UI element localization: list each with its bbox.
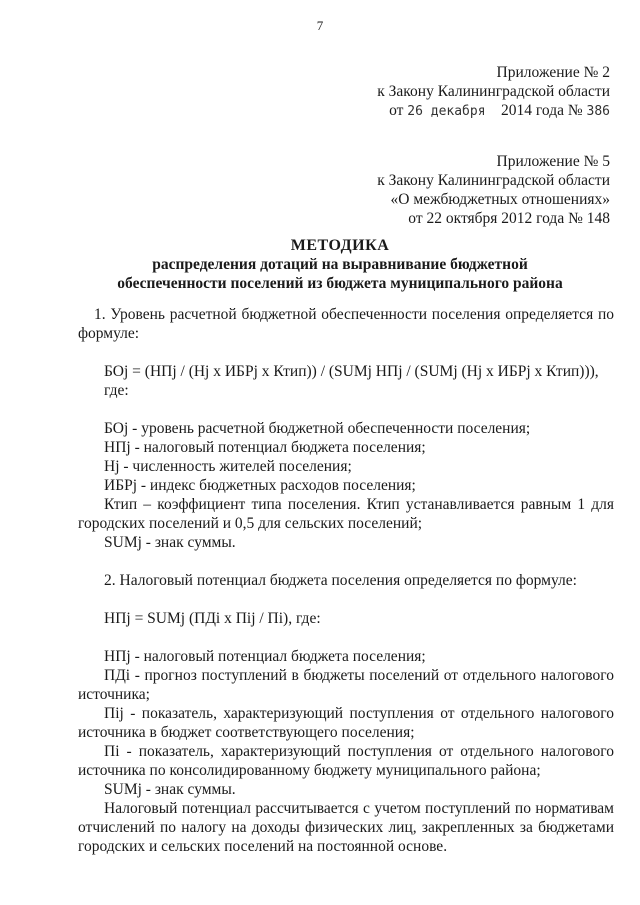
appendix-2-date [377, 101, 610, 121]
page-number: 7 [316, 18, 324, 33]
appendix-5-title: Приложение № 5 [496, 153, 610, 170]
definition-bo: БОj - уровень расчетной бюджетной обеспеченности поселения; [104, 420, 531, 437]
definition-sum-2: SUMj - знак суммы. [104, 781, 236, 798]
appendix-5-law-name: «О межбюджетных отношениях» [390, 191, 610, 208]
section-2-formula: НПj = SUMj (ПДi х Пij / Пi), где: [104, 610, 321, 627]
appendix-5-header [377, 152, 610, 228]
section-2-closing: Налоговый потенциал рассчитывается с учетом поступлений по нормативам отчислений по налогу на доходы физических лиц, закрепленных за бюджетами городских и сельских поселений на постоянной основе. [78, 800, 614, 855]
appendix-5-law: к Закону Калининградской области [377, 172, 610, 189]
definition-n: Нj - численность жителей поселения; [104, 458, 352, 475]
definition-np: НПj - налоговый потенциал бюджета поселения; [104, 439, 426, 456]
appendix-2-year: 2014 года № [501, 102, 583, 119]
appendix-5-date: от 22 октября 2012 года № 148 [408, 210, 610, 227]
definition-ibr: ИБРj - индекс бюджетных расходов поселения; [104, 477, 416, 494]
section-1-formula-tail: где: [104, 382, 129, 399]
document-title [60, 236, 620, 293]
appendix-2-title: Приложение № 2 [496, 64, 610, 81]
document-body [78, 305, 614, 856]
definition-sum: SUMj - знак суммы. [104, 534, 236, 551]
appendix-2-date-prefix: от [389, 102, 404, 119]
section-2-intro: 2. Налоговый потенциал бюджета поселения определяется по формуле: [104, 572, 577, 589]
title-main: МЕТОДИКА [290, 237, 390, 254]
title-sub-1: распределения дотаций на выравнивание бюджетной [152, 256, 528, 273]
definition-pd: ПДi - прогноз поступлений в бюджеты поселений от отдельного налогового источника; [78, 667, 614, 703]
appendix-2-number-handwritten: 386 [586, 104, 610, 119]
definition-ktip: Ктип – коэффициент типа поселения. Ктип устанавливается равным 1 для городских поселений и 0,5 для сельских поселений; [78, 496, 614, 532]
appendix-2-law: к Закону Калининградской области [377, 83, 610, 100]
title-sub-2: обеспеченности поселений из бюджета муниципального района [117, 275, 563, 292]
definition-pij: Пij - показатель, характеризующий поступления от отдельного налогового источника в бюджет соответствующего поселения; [78, 705, 614, 741]
definition-np-2: НПj - налоговый потенциал бюджета поселения; [104, 648, 426, 665]
section-1-intro: 1. Уровень расчетной бюджетной обеспеченности поселения определяется по формуле: [78, 306, 614, 342]
appendix-2-header [377, 63, 610, 121]
definition-pi: Пi - показатель, характеризующий поступления от отдельного налогового источника по консолидированному бюджету муниципального района; [78, 743, 614, 779]
appendix-2-date-handwritten: 26 декабря [407, 104, 486, 119]
section-1-formula: БОj = (НПj / (Нj х ИБРj х Ктип)) / (SUMj НПj / (SUMj (Нj х ИБРj х Ктип))), [104, 363, 599, 380]
